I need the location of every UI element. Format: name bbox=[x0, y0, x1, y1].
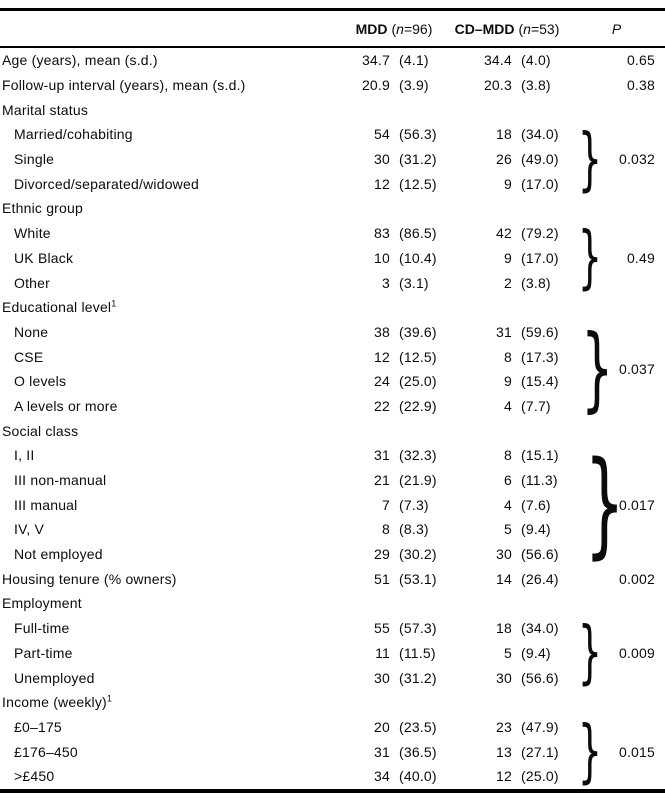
mdd-pct-cell bbox=[390, 196, 446, 221]
row-label bbox=[0, 344, 342, 369]
cdmdd-pct-cell bbox=[512, 591, 568, 616]
mdd-n-cell: 8 bbox=[382, 521, 390, 538]
mdd-n-cell: 30 bbox=[374, 669, 390, 686]
row-label bbox=[0, 270, 342, 295]
mdd-n-cell bbox=[342, 196, 390, 221]
cdmdd-pct-cell: (79.2) bbox=[521, 225, 559, 242]
label-text: Income (weekly) bbox=[2, 694, 107, 711]
mdd-n-cell: 31 bbox=[374, 447, 390, 464]
table-row bbox=[0, 542, 665, 567]
cdmdd-pct-cell: (9.4) bbox=[521, 521, 551, 538]
table-row bbox=[0, 394, 665, 419]
mdd-n-cell: 12 bbox=[374, 348, 390, 365]
p-value-cell: 0.009 bbox=[618, 644, 655, 661]
table-body bbox=[0, 47, 665, 791]
row-label bbox=[0, 47, 342, 73]
table-row bbox=[0, 715, 665, 740]
right-brace-glyph: } bbox=[577, 612, 603, 693]
label-text: Single bbox=[14, 151, 55, 168]
section-label bbox=[0, 196, 342, 221]
cdmdd-pct-cell bbox=[512, 418, 568, 443]
cdmdd-n-cell: 26 bbox=[496, 151, 512, 168]
cdmdd-pct-cell: (9.4) bbox=[521, 644, 551, 661]
label-text: None bbox=[14, 323, 49, 340]
section-label bbox=[0, 690, 342, 715]
label-text: Employment bbox=[2, 595, 82, 612]
row-label bbox=[0, 171, 342, 196]
table-header bbox=[0, 10, 665, 48]
section-row bbox=[0, 418, 665, 443]
p-value-cell bbox=[602, 97, 665, 122]
table-row bbox=[0, 492, 665, 517]
label-text: UK Black bbox=[14, 249, 74, 266]
label-text: I, II bbox=[14, 447, 35, 464]
mdd-pct-cell: (57.3) bbox=[399, 620, 437, 637]
label-text: £176–450 bbox=[14, 743, 78, 760]
row-label bbox=[0, 616, 342, 641]
section-row bbox=[0, 97, 665, 122]
mdd-n-cell: 30 bbox=[374, 151, 390, 168]
cdmdd-n-cell bbox=[446, 418, 512, 443]
row-label bbox=[0, 221, 342, 246]
mdd-n-cell: 51 bbox=[374, 570, 390, 587]
cdmdd-n-cell: 18 bbox=[496, 620, 512, 637]
row-label bbox=[0, 147, 342, 172]
cdmdd-n-cell: 18 bbox=[496, 126, 512, 143]
table-row bbox=[0, 616, 665, 641]
label-text: Part-time bbox=[14, 644, 73, 661]
empty-header-cell bbox=[0, 10, 342, 48]
table-row bbox=[0, 246, 665, 271]
row-label bbox=[0, 320, 342, 345]
cdmdd-n-cell: 8 bbox=[504, 447, 512, 464]
mdd-pct-cell: (53.1) bbox=[399, 570, 437, 587]
right-brace-glyph: } bbox=[577, 711, 603, 792]
cdmdd-n-cell: 42 bbox=[496, 225, 512, 242]
section-row bbox=[0, 690, 665, 715]
label-text: Marital status bbox=[2, 101, 89, 118]
cdmdd-pct-cell: (4.0) bbox=[521, 52, 551, 69]
brace-spacer bbox=[568, 73, 602, 98]
mdd-pct-cell bbox=[390, 97, 446, 122]
mdd-n-count: =96) bbox=[403, 20, 433, 37]
demographics-table bbox=[0, 8, 665, 793]
cdmdd-pct-cell: (47.9) bbox=[521, 718, 559, 735]
cdmdd-n-cell: 4 bbox=[504, 496, 512, 513]
cdmdd-pct-cell: (56.6) bbox=[521, 669, 559, 686]
cdmdd-pct-cell bbox=[512, 196, 568, 221]
cdmdd-n-cell: 9 bbox=[504, 373, 512, 390]
mdd-pct-cell: (3.9) bbox=[399, 77, 429, 94]
mdd-n-cell: 34.7 bbox=[361, 52, 390, 69]
cdmdd-pct-cell: (3.8) bbox=[521, 274, 551, 291]
mdd-n-cell: 54 bbox=[374, 126, 390, 143]
row-label bbox=[0, 73, 342, 98]
mdd-group-label: MDD bbox=[355, 20, 388, 37]
label-text: Married/cohabiting bbox=[14, 126, 133, 143]
cdmdd-n-cell bbox=[446, 690, 512, 715]
label-text: Social class bbox=[2, 422, 79, 439]
mdd-pct-cell: (3.1) bbox=[399, 274, 429, 291]
label-text: O levels bbox=[14, 373, 67, 390]
label-text: Follow-up interval (years), mean (s.d.) bbox=[2, 77, 246, 94]
mdd-pct-cell bbox=[390, 418, 446, 443]
cdmdd-n-cell: 12 bbox=[496, 768, 512, 785]
row-label bbox=[0, 443, 342, 468]
section-label bbox=[0, 295, 342, 320]
group-brace bbox=[568, 437, 625, 572]
cdmdd-n-cell: 13 bbox=[496, 743, 512, 760]
group-brace bbox=[568, 217, 603, 298]
table-row bbox=[0, 764, 665, 791]
cdmdd-pct-cell: (34.0) bbox=[521, 620, 559, 637]
table-row bbox=[0, 641, 665, 666]
label-text: Unemployed bbox=[14, 669, 95, 686]
row-label bbox=[0, 468, 342, 493]
mdd-n-cell: 20.9 bbox=[361, 77, 390, 94]
mdd-pct-cell: (25.0) bbox=[399, 373, 437, 390]
mdd-pct-cell bbox=[390, 690, 446, 715]
mdd-pct-cell: (30.2) bbox=[399, 546, 437, 563]
cdmdd-n-cell: 5 bbox=[504, 644, 512, 661]
right-brace-glyph: } bbox=[584, 437, 625, 572]
table-row bbox=[0, 566, 665, 591]
label-text: Divorced/separated/widowed bbox=[14, 175, 199, 192]
cdmdd-n-cell: 8 bbox=[504, 348, 512, 365]
group-brace bbox=[568, 118, 603, 199]
mdd-n-cell: 24 bbox=[374, 373, 390, 390]
row-label bbox=[0, 517, 342, 542]
cdmdd-n-cell: 23 bbox=[496, 718, 512, 735]
cdmdd-n-symbol: n bbox=[523, 20, 531, 37]
cdmdd-n-cell bbox=[446, 591, 512, 616]
mdd-pct-cell bbox=[390, 295, 446, 320]
mdd-n-cell: 34 bbox=[374, 768, 390, 785]
section-row bbox=[0, 196, 665, 221]
mdd-pct-cell: (31.2) bbox=[399, 669, 437, 686]
row-label bbox=[0, 246, 342, 271]
mdd-pct-cell: (32.3) bbox=[399, 447, 437, 464]
cdmdd-n-cell: 30 bbox=[496, 669, 512, 686]
row-label bbox=[0, 369, 342, 394]
cdmdd-n-cell: 6 bbox=[504, 472, 512, 489]
row-label bbox=[0, 641, 342, 666]
mdd-pct-cell: (4.1) bbox=[399, 52, 429, 69]
header-row bbox=[0, 10, 665, 48]
table-row bbox=[0, 171, 665, 196]
label-text: Ethnic group bbox=[2, 200, 84, 217]
label-text: Not employed bbox=[14, 546, 103, 563]
cdmdd-n-cell bbox=[446, 295, 512, 320]
mdd-pct-cell bbox=[390, 591, 446, 616]
label-text: Other bbox=[14, 274, 51, 291]
mdd-n-symbol: n bbox=[396, 20, 404, 37]
mdd-n-cell: 21 bbox=[374, 472, 390, 489]
mdd-n-cell: 22 bbox=[374, 397, 390, 414]
p-value-cell bbox=[602, 591, 665, 616]
table-row bbox=[0, 122, 665, 147]
label-text: III non-manual bbox=[14, 472, 107, 489]
cdmdd-pct-cell: (25.0) bbox=[521, 768, 559, 785]
label-text: Educational level bbox=[2, 299, 112, 316]
cdmdd-pct-cell: (59.6) bbox=[521, 323, 559, 340]
label-text: A levels or more bbox=[14, 397, 118, 414]
cdmdd-pct-cell bbox=[512, 295, 568, 320]
mdd-n-cell bbox=[342, 97, 390, 122]
p-value-cell: 0.002 bbox=[618, 570, 655, 587]
cdmdd-pct-cell: (17.0) bbox=[521, 175, 559, 192]
cdmdd-pct-cell bbox=[512, 97, 568, 122]
mdd-pct-cell: (21.9) bbox=[399, 472, 437, 489]
label-text: Full-time bbox=[14, 620, 70, 637]
mdd-n-cell: 20 bbox=[374, 718, 390, 735]
mdd-pct-cell: (22.9) bbox=[399, 397, 437, 414]
mdd-pct-cell: (40.0) bbox=[399, 768, 437, 785]
cdmdd-n-cell: 5 bbox=[504, 521, 512, 538]
cdmdd-n-cell: 34.4 bbox=[483, 52, 512, 69]
label-text: Housing tenure (% owners) bbox=[2, 570, 177, 587]
table-row bbox=[0, 270, 665, 295]
p-value-cell: 0.38 bbox=[626, 77, 655, 94]
mdd-pct-cell: (36.5) bbox=[399, 743, 437, 760]
mdd-n-cell bbox=[342, 591, 390, 616]
cdmdd-group-label: CD–MDD bbox=[454, 20, 515, 37]
mdd-n-cell: 55 bbox=[374, 620, 390, 637]
mdd-n-cell: 3 bbox=[382, 274, 390, 291]
mdd-pct-cell: (7.3) bbox=[399, 496, 429, 513]
mdd-pct-cell: (8.3) bbox=[399, 521, 429, 538]
p-value-cell bbox=[602, 690, 665, 715]
cdmdd-pct-cell: (56.6) bbox=[521, 546, 559, 563]
section-row bbox=[0, 591, 665, 616]
label-text: White bbox=[14, 225, 51, 242]
cdmdd-pct-cell: (3.8) bbox=[521, 77, 551, 94]
brace-spacer bbox=[568, 47, 602, 73]
section-row bbox=[0, 295, 665, 320]
p-value-cell bbox=[602, 196, 665, 221]
section-label bbox=[0, 591, 342, 616]
mdd-pct-cell: (12.5) bbox=[399, 175, 437, 192]
section-label bbox=[0, 418, 342, 443]
table-row bbox=[0, 517, 665, 542]
cdmdd-pct-cell: (17.3) bbox=[521, 348, 559, 365]
row-label bbox=[0, 764, 342, 791]
cdmdd-n-cell bbox=[446, 97, 512, 122]
row-label bbox=[0, 665, 342, 690]
cdmdd-n-cell: 30 bbox=[496, 546, 512, 563]
table-row bbox=[0, 443, 665, 468]
mdd-n-cell: 7 bbox=[382, 496, 390, 513]
label-text: >£450 bbox=[14, 768, 55, 785]
mdd-n-cell bbox=[342, 690, 390, 715]
label-text: IV, V bbox=[14, 521, 45, 538]
row-label bbox=[0, 394, 342, 419]
right-brace-glyph: } bbox=[577, 118, 603, 199]
mdd-n-open: ( bbox=[391, 20, 397, 37]
mdd-pct-cell: (56.3) bbox=[399, 126, 437, 143]
mdd-pct-cell: (31.2) bbox=[399, 151, 437, 168]
p-value-cell: 0.032 bbox=[618, 151, 655, 168]
footnote-marker: 1 bbox=[111, 298, 117, 309]
cdmdd-n-cell: 31 bbox=[496, 323, 512, 340]
cdmdd-n-cell: 9 bbox=[504, 175, 512, 192]
table-row bbox=[0, 369, 665, 394]
cdmdd-n-cell: 4 bbox=[504, 397, 512, 414]
cdmdd-pct-cell: (7.6) bbox=[521, 496, 551, 513]
section-label bbox=[0, 97, 342, 122]
p-value-cell: 0.015 bbox=[618, 743, 655, 760]
row-label bbox=[0, 739, 342, 764]
table-row bbox=[0, 468, 665, 493]
mdd-n-cell: 11 bbox=[375, 644, 390, 661]
mdd-pct-cell: (86.5) bbox=[399, 225, 437, 242]
mdd-column-header bbox=[342, 10, 446, 48]
p-value-cell: 0.037 bbox=[618, 360, 655, 377]
cdmdd-n-open: ( bbox=[518, 20, 524, 37]
mdd-n-cell: 12 bbox=[374, 175, 390, 192]
mdd-n-cell bbox=[342, 418, 390, 443]
right-brace-glyph: } bbox=[577, 217, 603, 298]
mdd-pct-cell: (23.5) bbox=[399, 718, 437, 735]
cdmdd-n-cell: 20.3 bbox=[483, 77, 512, 94]
mdd-pct-cell: (10.4) bbox=[399, 249, 437, 266]
mdd-n-cell: 29 bbox=[374, 546, 390, 563]
row-label bbox=[0, 492, 342, 517]
cdmdd-pct-cell: (15.1) bbox=[521, 447, 559, 464]
cdmdd-n-cell: 14 bbox=[496, 570, 512, 587]
right-brace-glyph: } bbox=[581, 314, 614, 422]
row-label bbox=[0, 542, 342, 567]
cdmdd-pct-cell: (26.4) bbox=[521, 570, 559, 587]
cdmdd-pct-cell: (11.3) bbox=[521, 472, 558, 489]
p-value-cell: 0.65 bbox=[626, 52, 655, 69]
mdd-n-cell: 83 bbox=[374, 225, 390, 242]
cdmdd-n-count: =53) bbox=[530, 20, 560, 37]
cdmdd-pct-cell: (34.0) bbox=[521, 126, 559, 143]
footnote-marker: 1 bbox=[106, 693, 113, 704]
cdmdd-pct-cell: (15.4) bbox=[521, 373, 559, 390]
cdmdd-pct-cell: (27.1) bbox=[521, 743, 559, 760]
table-row bbox=[0, 147, 665, 172]
p-column-header: P bbox=[568, 10, 665, 48]
label-text: £0–175 bbox=[14, 718, 62, 735]
mdd-n-cell: 10 bbox=[374, 249, 390, 266]
row-label bbox=[0, 122, 342, 147]
table-row bbox=[0, 73, 665, 98]
table-row bbox=[0, 739, 665, 764]
mdd-n-cell bbox=[342, 295, 390, 320]
label-text: Age (years), mean (s.d.) bbox=[2, 52, 158, 69]
mdd-pct-cell: (11.5) bbox=[399, 644, 436, 661]
p-value-cell: 0.017 bbox=[618, 496, 655, 513]
cdmdd-pct-cell bbox=[512, 690, 568, 715]
mdd-pct-cell: (12.5) bbox=[399, 348, 437, 365]
table-row bbox=[0, 665, 665, 690]
table-row bbox=[0, 47, 665, 73]
cdmdd-n-cell: 9 bbox=[504, 249, 512, 266]
cdmdd-column-header bbox=[446, 10, 568, 48]
row-label bbox=[0, 566, 342, 591]
cdmdd-pct-cell: (49.0) bbox=[521, 151, 559, 168]
label-text: III manual bbox=[14, 496, 78, 513]
p-value-cell: 0.49 bbox=[626, 249, 655, 266]
cdmdd-pct-cell: (7.7) bbox=[521, 397, 551, 414]
table-row bbox=[0, 320, 665, 345]
group-brace bbox=[568, 314, 614, 422]
mdd-n-cell: 31 bbox=[374, 743, 390, 760]
mdd-n-cell: 38 bbox=[374, 323, 390, 340]
cdmdd-pct-cell: (17.0) bbox=[521, 249, 559, 266]
row-label bbox=[0, 715, 342, 740]
mdd-pct-cell: (39.6) bbox=[399, 323, 437, 340]
group-brace bbox=[568, 711, 603, 792]
table-row bbox=[0, 221, 665, 246]
table-row bbox=[0, 344, 665, 369]
label-text: CSE bbox=[14, 348, 44, 365]
cdmdd-n-cell: 2 bbox=[504, 274, 512, 291]
cdmdd-n-cell bbox=[446, 196, 512, 221]
group-brace bbox=[568, 612, 603, 693]
